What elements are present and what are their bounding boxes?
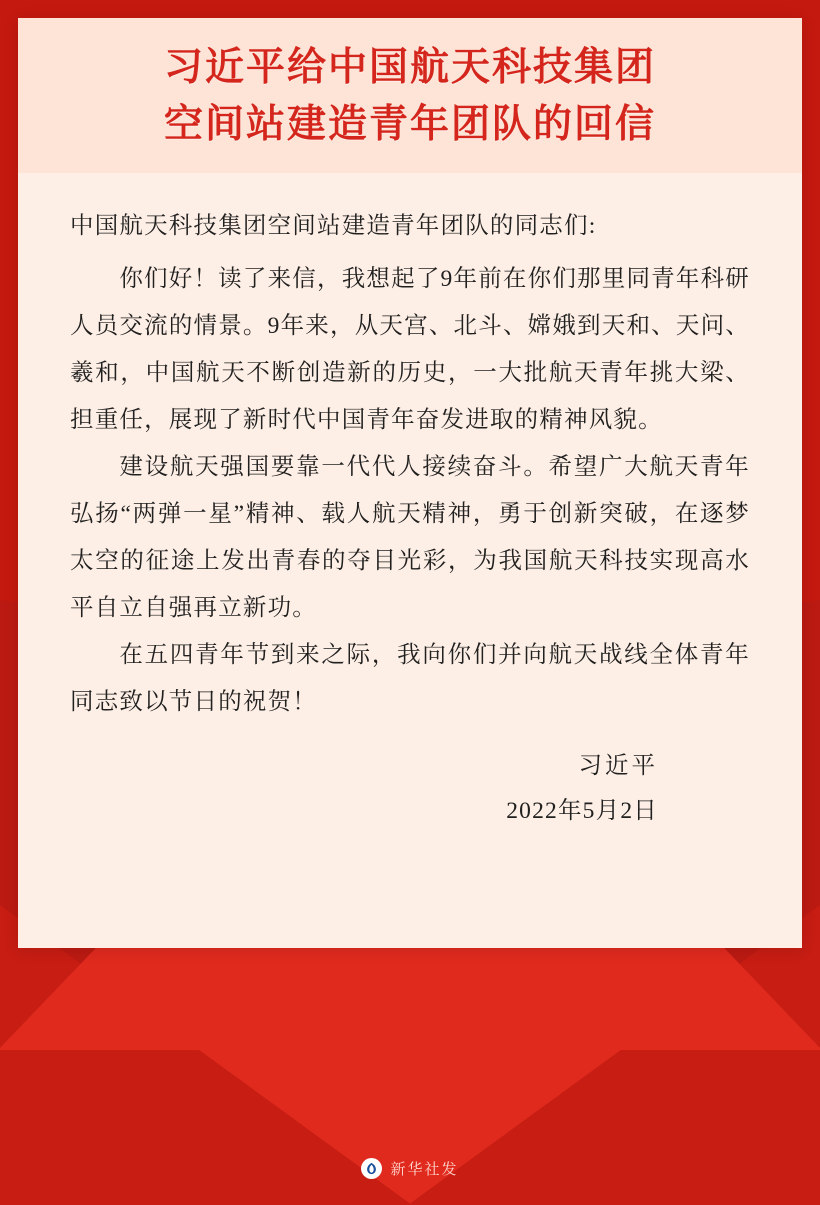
letter-paragraph-1: 你们好！读了来信，我想起了9年前在你们那里同青年科研人员交流的情景。9年来，从天宫、北斗、嫦娥到天和、天问、羲和，中国航天不断创造新的历史，一大批航天青年挑大梁、担重任，展现了新时代中国青年奋发进取的精神风貌。 <box>70 266 750 434</box>
letter-paragraph-3: 在五四青年节到来之际，我向你们并向航天战线全体青年同志致以节日的祝贺！ <box>70 642 750 716</box>
title-block <box>18 18 802 173</box>
page-title-line-1: 习近平给中国航天科技集团 <box>163 45 656 90</box>
signature-name: 习近平 <box>578 753 658 780</box>
letter-card <box>18 18 802 948</box>
xinhua-logo-icon <box>361 1158 382 1179</box>
letter-body <box>18 173 802 833</box>
page-title-line-2: 空间站建造青年团队的回信 <box>163 101 656 147</box>
letter-salutation: 中国航天科技集团空间站建造青年团队的同志们: <box>70 213 597 240</box>
letter-paragraph-2: 建设航天强国要靠一代代人接续奋斗。希望广大航天青年弘扬“两弹一星”精神、载人航天精神，勇于创新突破，在逐梦太空的征途上发出青春的夺目光彩，为我国航天科技实现高水平自立自强再立新功。 <box>70 454 750 622</box>
signature-date: 2022年5月2日 <box>506 797 658 824</box>
footer-credit-text: 新华社发 <box>390 1160 459 1178</box>
signature-block <box>70 744 750 833</box>
footer-credit <box>0 1158 820 1179</box>
